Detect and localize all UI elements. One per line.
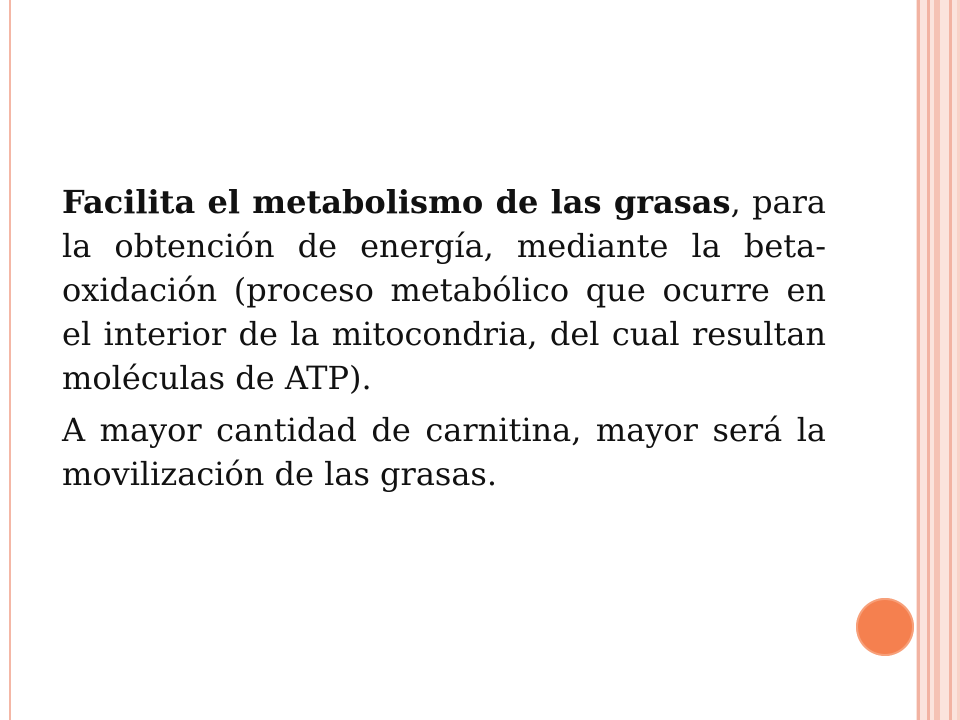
left-border-line [9,0,11,720]
band [934,0,940,720]
paragraph-carnitine: A mayor cantidad de carnitina, mayor será la movilización de las grasas. [62,411,826,493]
band [927,0,930,720]
slide-body [62,180,826,496]
paragraph-rest: , para la obtención de energía, mediante la beta-oxidación (proceso metabólico que ocurre en el interior de la mitocondria, del cual resultan moléculas de ATP). [62,183,827,397]
orange-circle-decoration [856,598,914,656]
band [949,0,952,720]
band [917,0,920,720]
paragraph-bold-lead: Facilita el metabolismo de las grasas [62,183,731,221]
right-decorative-bands [916,0,960,720]
paragraph-metabolism [62,180,826,400]
